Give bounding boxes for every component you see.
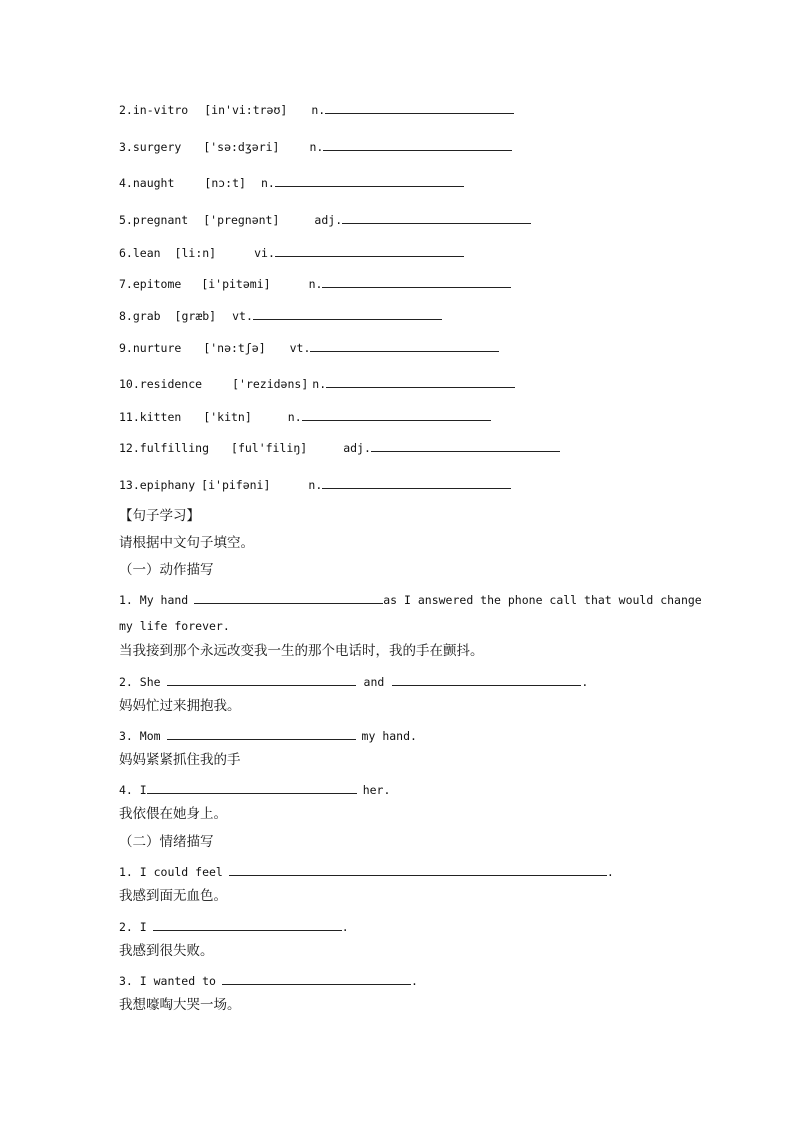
vocab-phonetic: [ful'filiŋ]	[231, 441, 308, 455]
vocab-phonetic: ['kitn]	[203, 410, 252, 424]
answer-blank[interactable]	[275, 173, 464, 187]
sentence-end: .	[606, 865, 614, 879]
sentence-start: 3. Mom	[119, 729, 161, 743]
sentence-translation: 妈妈忙过来拥抱我。	[119, 698, 241, 714]
answer-blank[interactable]	[322, 274, 511, 288]
answer-blank[interactable]	[275, 243, 464, 257]
vocab-phonetic: [nɔ:t]	[204, 176, 246, 190]
sentence-end: .	[581, 675, 589, 689]
sentence-translation: 当我接到那个永远改变我一生的那个电话时，我的手在颤抖。	[119, 643, 484, 659]
sentence-translation: 我依偎在她身上。	[119, 806, 227, 822]
sentence-item	[119, 672, 588, 690]
instruction-text: 请根据中文句子填空。	[119, 535, 254, 551]
vocab-phonetic: [i'pitəmi]	[201, 277, 271, 291]
sentence-end: .	[410, 974, 418, 988]
vocab-item	[119, 274, 511, 292]
vocab-pos: n.	[260, 176, 275, 190]
vocab-phonetic: [græb]	[174, 309, 217, 323]
answer-blank[interactable]	[325, 100, 514, 114]
vocab-phonetic: [i'pifəni]	[201, 478, 271, 492]
sentence-item	[119, 780, 390, 798]
vocab-pos: n.	[312, 377, 327, 391]
answer-blank[interactable]	[323, 137, 512, 151]
section-title: 【句子学习】	[119, 508, 200, 524]
vocab-phonetic: [in'vi:trəʊ]	[204, 103, 288, 117]
answer-blank[interactable]	[253, 306, 442, 320]
vocab-word: 13.epiphany	[119, 478, 196, 492]
vocab-phonetic: ['rezidəns]	[232, 377, 309, 391]
vocab-item	[119, 438, 560, 456]
vocab-pos: vt.	[289, 341, 311, 355]
sentence-mid: and	[363, 675, 385, 689]
answer-blank[interactable]	[229, 862, 607, 876]
vocab-item	[119, 100, 514, 118]
sentence-translation: 妈妈紧紧抓住我的手	[119, 752, 241, 768]
vocab-phonetic: ['nə:tʃə]	[203, 341, 266, 355]
vocab-item	[119, 475, 511, 493]
vocab-pos: adj.	[314, 213, 343, 227]
sentence-start: 1. My hand	[119, 593, 189, 607]
vocab-phonetic: ['pregnənt]	[203, 213, 280, 227]
vocab-item	[119, 374, 515, 392]
answer-blank[interactable]	[167, 672, 356, 686]
vocab-item	[119, 210, 531, 228]
vocab-word: 3.surgery	[119, 140, 182, 154]
answer-blank[interactable]	[310, 338, 499, 352]
vocab-phonetic: [li:n]	[174, 246, 217, 260]
vocab-word: 4.naught	[119, 176, 175, 190]
vocab-pos: adj.	[343, 441, 371, 455]
vocab-item	[119, 306, 442, 324]
part2-heading: （二）情绪描写	[119, 834, 214, 850]
vocab-word: 7.epitome	[119, 277, 182, 291]
vocab-word: 9.nurture	[119, 341, 182, 355]
answer-blank[interactable]	[302, 407, 491, 421]
answer-blank[interactable]	[322, 475, 511, 489]
vocab-item	[119, 173, 464, 191]
sentence-item	[119, 862, 614, 880]
sentence-translation: 我感到很失败。	[119, 943, 214, 959]
sentence-end: her.	[362, 783, 391, 797]
vocab-pos: vi.	[254, 246, 275, 260]
answer-blank[interactable]	[392, 672, 581, 686]
vocab-word: 5.pregnant	[119, 213, 189, 227]
sentence-translation: 我想嚎啕大哭一场。	[119, 997, 241, 1013]
sentence-start: 2. She	[119, 675, 161, 689]
sentence-end: .	[341, 920, 349, 934]
sentence-start: 3. I wanted to	[119, 974, 216, 988]
vocab-word: 11.kitten	[119, 410, 182, 424]
vocab-pos: n.	[309, 140, 324, 154]
vocab-pos: n.	[311, 103, 326, 117]
answer-blank[interactable]	[342, 210, 531, 224]
vocab-item	[119, 338, 499, 356]
vocab-item	[119, 137, 512, 155]
answer-blank[interactable]	[222, 971, 411, 985]
vocab-pos: n.	[308, 277, 323, 291]
answer-blank[interactable]	[371, 438, 560, 452]
part1-heading: （一）动作描写	[119, 562, 214, 578]
sentence-start: 1. I could feel	[119, 865, 223, 879]
vocab-pos: vt.	[232, 309, 253, 323]
vocab-phonetic: ['sə:dʒəri]	[203, 140, 280, 154]
vocab-word: 2.in-vitro	[119, 103, 189, 117]
answer-blank[interactable]	[153, 917, 342, 931]
answer-blank[interactable]	[167, 726, 356, 740]
sentence-end: as I answered the phone call that would change	[383, 593, 702, 607]
sentence-continuation: my life forever.	[119, 619, 230, 633]
vocab-word: 12.fulfilling	[119, 441, 210, 455]
sentence-item	[119, 917, 349, 935]
vocab-word: 8.grab	[119, 309, 161, 323]
vocab-item	[119, 407, 491, 425]
answer-blank[interactable]	[326, 374, 515, 388]
vocab-word: 10.residence	[119, 377, 203, 391]
vocab-pos: n.	[308, 478, 323, 492]
vocab-item	[119, 243, 464, 261]
vocab-pos: n.	[287, 410, 302, 424]
sentence-item	[119, 726, 417, 744]
sentence-item	[119, 590, 702, 608]
sentence-start: 4. I	[119, 783, 147, 797]
sentence-item	[119, 971, 418, 989]
vocab-word: 6.lean	[119, 246, 161, 260]
sentence-end: my hand.	[361, 729, 417, 743]
sentence-start: 2. I	[119, 920, 147, 934]
answer-blank[interactable]	[194, 590, 383, 604]
sentence-translation: 我感到面无血色。	[119, 888, 227, 904]
answer-blank[interactable]	[147, 780, 357, 794]
